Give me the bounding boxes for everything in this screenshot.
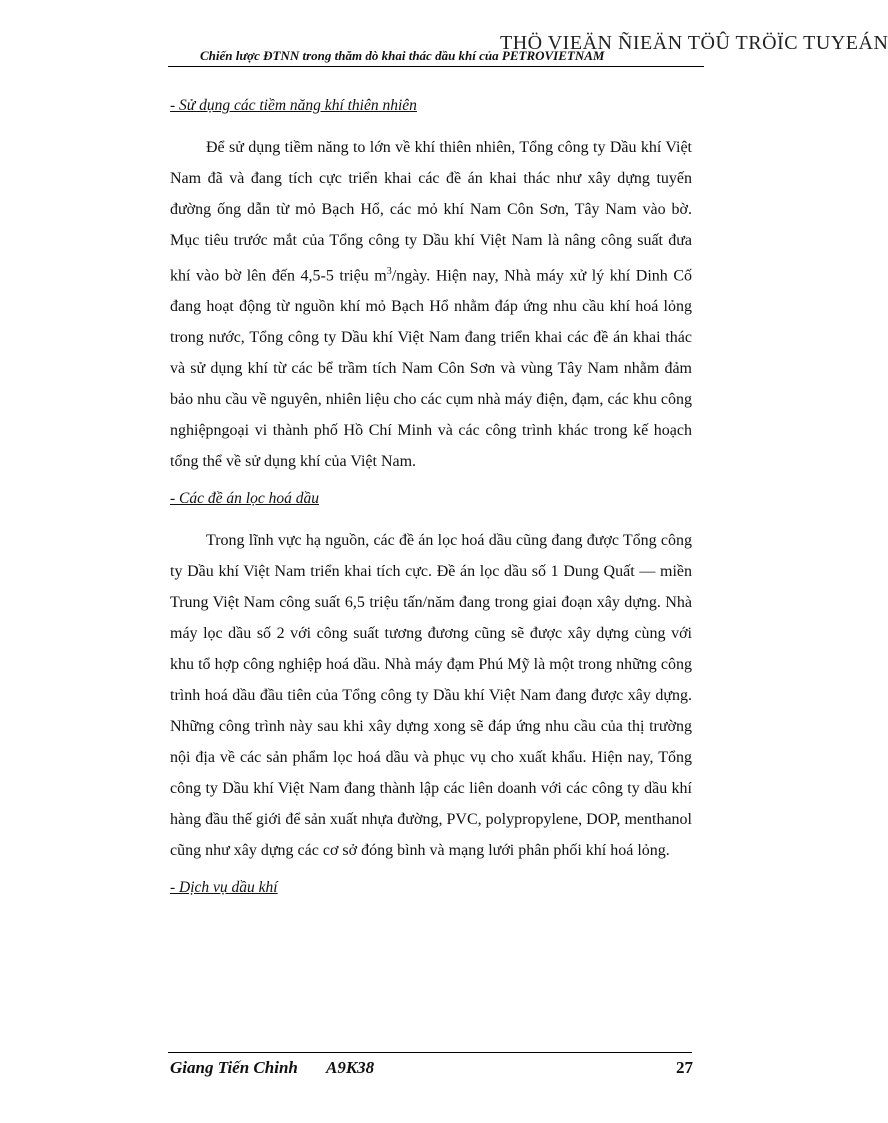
footer-class-code: A9K38: [326, 1058, 375, 1077]
paragraph-natural-gas: [170, 132, 692, 477]
superscript-cubic: 3: [386, 266, 392, 277]
footer-divider: [168, 1052, 692, 1053]
paragraph-natural-gas-part2: /ngày. Hiện nay, Nhà máy xử lý khí Dinh Cố đang hoạt động từ nguồn khí mỏ Bạch Hổ nhằm đáp ứng nhu cầu khí hoá lỏng trong nước, Tổng công ty Dầu khí Việt Nam đang triển khai các đề án khai thác và sử dụng khí từ các bể trầm tích Nam Côn Sơn và vùng Tây Nam nhằm đảm bảo nhu cầu về nguyên, nhiên liệu cho các cụm nhà máy điện, đạm, các khu công nghiệpngoại vi thành phố Hồ Chí Minh và các công trình khác trong kế hoạch tổng thể về sử dụng khí của Việt Nam.: [170, 267, 693, 471]
page-number: 27: [676, 1058, 693, 1077]
watermark-text: THÖ VIEÄN ÑIEÄN TÖÛ TRÖÏC TUYEÁN: [500, 32, 888, 54]
paragraph-refining: Trong lĩnh vực hạ nguồn, các đề án lọc hoá dầu cũng đang được Tổng công ty Dầu khí Việt Nam triển khai tích cực. Đề án lọc dầu số 1 Dung Quất — miền Trung Việt Nam công suất 6,5 triệu tấn/năm đang trong giai đoạn xây dựng. Nhà máy lọc dầu số 2 với công suất tương đương cũng sẽ được xây dựng cùng với khu tổ hợp công nghiệp hoá dầu. Nhà máy đạm Phú Mỹ là một trong những công trình hoá dầu đầu tiên của Tổng công ty Dầu khí Việt Nam đang được xây dựng. Những công trình này sau khi xây dựng xong sẽ đáp ứng nhu cầu của thị trường nội địa về các sản phẩm lọc hoá dầu và phục vụ cho xuất khẩu. Hiện nay, Tổng công ty Dầu khí Việt Nam đang thành lập các liên doanh với các công ty dầu khí hàng đầu thế giới để sản xuất nhựa đường, PVC, polypropylene, DOP, menthanol cũng như xây dựng các cơ sở đóng bình và mạng lưới phân phối khí hoá lỏng.: [170, 532, 692, 860]
paragraph-natural-gas-part1: Để sử dụng tiềm năng to lớn về khí thiên nhiên, Tổng công ty Dầu khí Việt Nam đã và đang tích cực triển khai các đề án khai thác như xây dựng tuyến đường ống dẫn từ mỏ Bạch Hổ, các mỏ khí Nam Côn Sơn, Tây Nam vào bờ. Mục tiêu trước mắt của Tổng công ty Dầu khí Việt Nam là nâng công suất đưa khí vào bờ lên đến 4,5-5 triệu m: [170, 139, 692, 285]
page-body: [170, 94, 692, 914]
section-heading-natural-gas: - Sử dụng các tiềm năng khí thiên nhiên: [170, 97, 417, 114]
section-heading-refining: - Các đề án lọc hoá dầu: [170, 490, 319, 508]
section-heading-services: - Dịch vụ dầu khí: [170, 879, 278, 897]
footer-author: Giang Tiến Chinh: [170, 1058, 298, 1077]
header-divider: [168, 66, 704, 67]
running-header-title: Chiến lược ĐTNN trong thăm dò khai thác dầu khí của PETROVIETNAM: [200, 48, 605, 63]
